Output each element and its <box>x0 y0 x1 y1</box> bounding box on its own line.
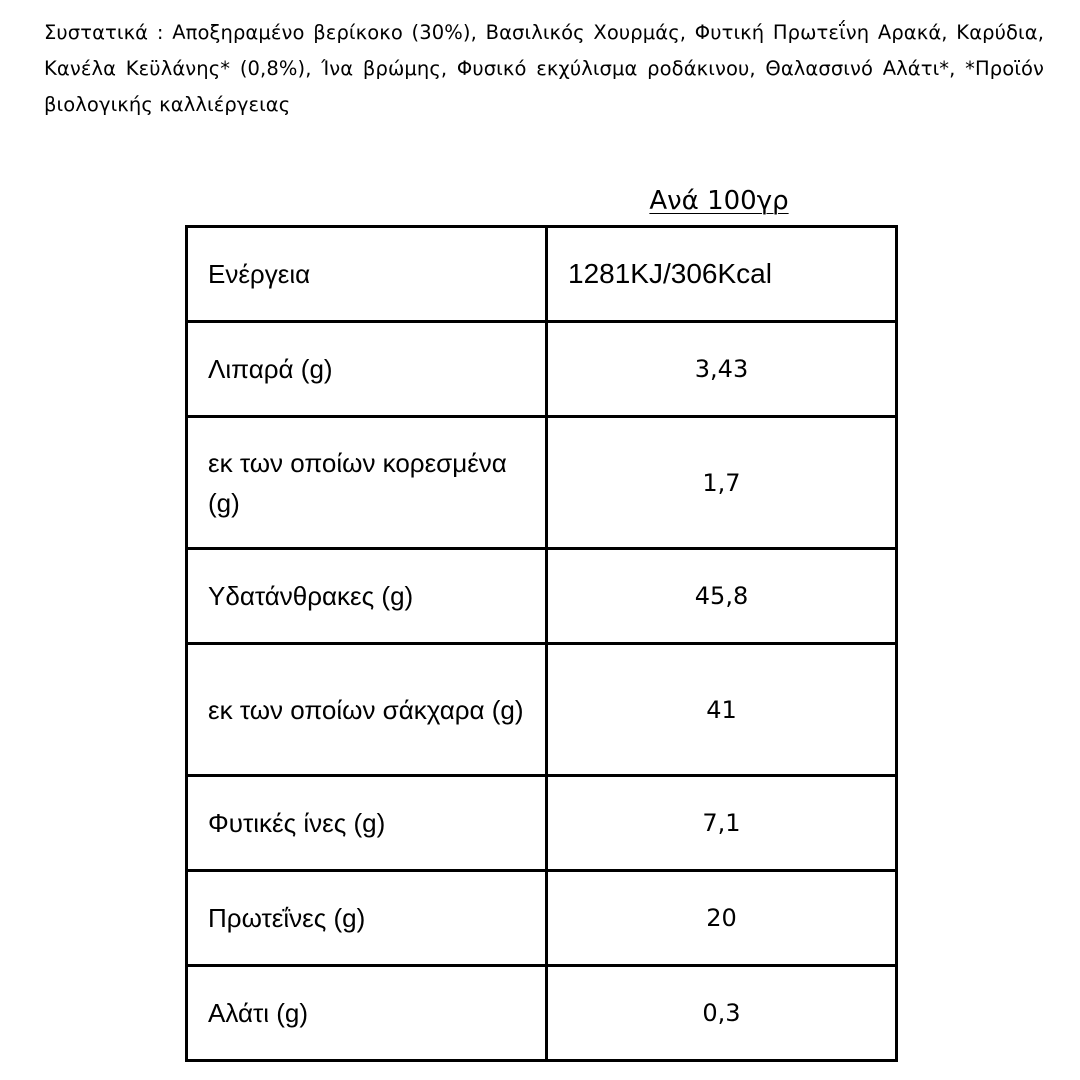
nutrition-row-fat <box>187 322 897 417</box>
nutrition-label: Φυτικές ίνες (g) <box>187 776 547 871</box>
nutrition-value: 45,8 <box>547 549 897 644</box>
nutrition-label: Υδατάνθρακες (g) <box>187 549 547 644</box>
nutrition-label: εκ των οποίων σάκχαρα (g) <box>187 644 547 776</box>
nutrition-row-salt <box>187 966 897 1061</box>
nutrition-row-sugars <box>187 644 897 776</box>
nutrition-row-protein <box>187 871 897 966</box>
nutrition-row-fibre <box>187 776 897 871</box>
nutrition-value: 20 <box>547 871 897 966</box>
nutrition-row-carbohydrates <box>187 549 897 644</box>
nutrition-value: 0,3 <box>547 966 897 1061</box>
per-100g-label: Ανά 100γρ <box>649 186 789 216</box>
nutrition-label: Ενέργεια <box>187 227 547 322</box>
nutrition-value: 1281KJ/306Kcal <box>547 227 897 322</box>
nutrition-label: Λιπαρά (g) <box>187 322 547 417</box>
nutrition-label: εκ των οποίων κορεσμένα (g) <box>187 417 547 549</box>
nutrition-value: 3,43 <box>547 322 897 417</box>
nutrition-value: 41 <box>547 644 897 776</box>
nutrition-label: Πρωτεΐνες (g) <box>187 871 547 966</box>
nutrition-row-saturated-fat <box>187 417 897 549</box>
nutrition-row-energy <box>187 227 897 322</box>
per-100g-heading <box>546 181 892 221</box>
nutrition-value: 7,1 <box>547 776 897 871</box>
nutrition-table <box>185 225 898 1062</box>
nutrition-value: 1,7 <box>547 417 897 549</box>
ingredients-text: Συστατικά : Αποξηραμένο βερίκοκο (30%), Βασιλικός Χουρμάς, Φυτική Πρωτεΐνη Αρακά, Καρύδια, Κανέλα Κεϋλάνης* (0,8%), Ίνα βρώμης, Φυσικό εκχύλισμα ροδάκινου, Θαλασσινό Αλάτι*, *Προϊόν βιολογικής καλλιέργειας <box>44 21 1044 116</box>
nutrition-label: Αλάτι (g) <box>187 966 547 1061</box>
